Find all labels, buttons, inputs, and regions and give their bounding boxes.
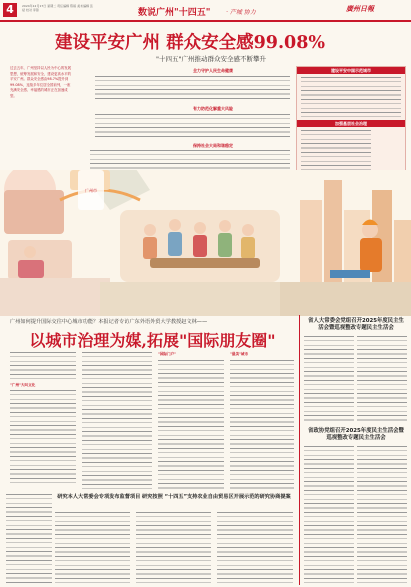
lower-subhead-2: "国际门户" — [158, 352, 177, 356]
main-headline: 建设平安广州 群众安全感99.08% — [55, 33, 326, 53]
lower-headline: 以城市治理为媒,拓展"国际朋友圈" — [29, 331, 276, 350]
safety-illustration — [0, 170, 411, 316]
right-story-2-col1 — [304, 446, 354, 584]
lower-subhead-1: "广州"大叫文化 — [10, 383, 36, 387]
illustration-tag: 广州市 — [85, 188, 97, 193]
bottom-col2 — [136, 512, 211, 584]
page-number: 4 — [3, 3, 17, 17]
bottom-left-brief — [6, 494, 52, 584]
newspaper-logo: 廣州日報 — [346, 4, 374, 13]
lower-subhead-3: "最美"城市 — [230, 352, 249, 356]
lower-col3-body — [158, 360, 224, 490]
section-heading-1: 全力守护人民生命健康 — [193, 68, 233, 73]
section-2-body — [95, 114, 290, 140]
section-3-body — [90, 150, 290, 172]
right-story-1-col1 — [304, 336, 354, 424]
bottom-col1 — [55, 512, 130, 584]
right-story-1-title: 省人大常委会党组召开2025年度民主生活会暨巡视整改专题民主生活会 — [308, 318, 404, 331]
lower-kicker: 广州如何提升国际交往中心城市功能？本报记者专访广东外语外贸大学教授赵文林—— — [10, 319, 208, 325]
column-divider — [299, 315, 300, 585]
header-meta: 2024年12月17日 星期二 责任编辑 陈娟 美术编辑 张 斌 校对 李锋 — [22, 4, 94, 12]
section-1-body — [95, 76, 290, 102]
right-story-2-col2 — [357, 446, 407, 584]
section-heading-2: 有力防范化解重大风险 — [193, 106, 233, 111]
lower-col2-body — [82, 352, 152, 490]
bottom-col3 — [217, 512, 293, 584]
column-subtitle: · 产城 协力 — [226, 9, 256, 16]
right-story-2-title: 省政协党组召开2025年度民主生活会暨巡视整改专题民主生活会 — [308, 428, 404, 441]
right-story-1-col2 — [357, 336, 407, 424]
lower-col1-body — [10, 390, 76, 486]
sidebar-heading-1: 建设平安中国示范城市 — [297, 67, 405, 74]
main-subheadline: "十四五"广州推动群众安全感不断攀升 — [156, 55, 266, 63]
lower-col1-intro — [10, 352, 76, 380]
section-heading-3: 保持社会大局和谐稳定 — [193, 143, 233, 148]
sidebar-heading-2: 加强基层社会治理 — [297, 120, 405, 127]
bottom-headline: 研究本人大常委会专项发布监督项目 研究按照 “十四五”支持农业自由贸易区开展示范的研究协商提案 — [57, 494, 291, 500]
intro-paragraph: 过去五年，广州坚持以人民为中心的发展思想，统筹发展和安全，建设更高水平的平安广州。群众安全感由98.7%提升到99.08%，连续多年位居全国前列，一座充满安全感、幸福感的城市正在加速成型。 — [10, 66, 72, 98]
lower-col4-body — [230, 360, 294, 490]
column-title: 数说广州"十四五" — [138, 8, 211, 18]
sidebar-text-1 — [301, 77, 401, 117]
